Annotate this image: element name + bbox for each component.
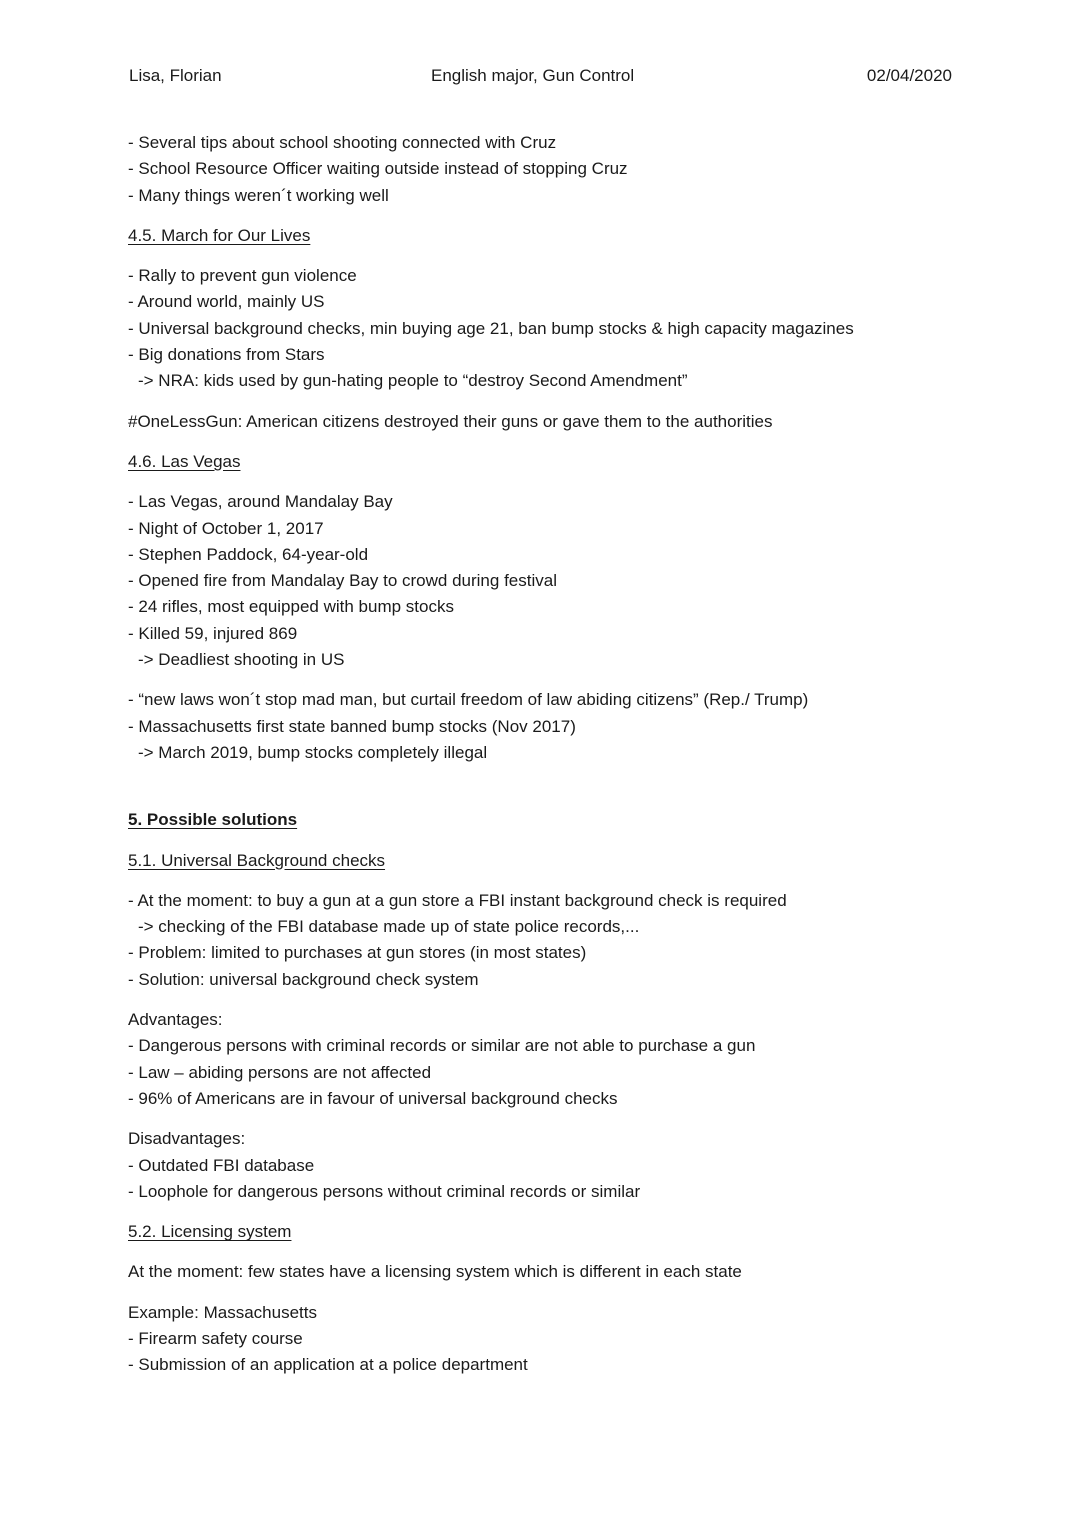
list-item: - Opened fire from Mandalay Bay to crowd during festival [128,571,557,591]
section-heading-possible-solutions: 5. Possible solutions [128,810,298,830]
march-points [128,263,948,394]
nra-note: -> NRA: kids used by gun-hating people to “destroy Second Amendment” [138,371,688,391]
list-item: - Rally to prevent gun violence [128,266,357,286]
licensing-intro: At the moment: few states have a licensing system which is different in each state [128,1262,742,1282]
list-item: - At the moment: to buy a gun at a gun store a FBI instant background check is required [128,890,787,910]
advantages-label: Advantages: [128,1010,223,1030]
list-item: - 96% of Americans are in favour of universal background checks [128,1088,618,1108]
licensing-example [128,1300,948,1379]
list-item: - Problem: limited to purchases at gun stores (in most states) [128,943,587,963]
list-item: - Law – abiding persons are not affected [128,1062,432,1082]
vegas-points [128,489,948,673]
list-item: - Big donations from Stars [128,345,325,365]
onelessgun-paragraph: #OneLessGun: American citizens destroyed their guns or gave them to the authorities [128,411,773,431]
parkland-points [128,130,948,209]
disadvantages-label: Disadvantages: [128,1129,246,1149]
list-item: - “new laws won´t stop mad man, but curtail freedom of law abiding citizens” (Rep./ Trump) [128,690,809,710]
list-item: - Night of October 1, 2017 [128,518,324,538]
list-item: - Massachusetts first state banned bump stocks (Nov 2017) [128,716,576,736]
example-label: Example: Massachusetts [128,1302,317,1322]
section-heading-march-for-our-lives: 4.5. March for Our Lives [128,225,311,245]
header-subject: English major, Gun Control [431,66,635,85]
section-heading-universal-background-checks: 5.1. Universal Background checks [128,850,386,870]
header-author: Lisa, Florian [129,66,222,85]
page-header [129,66,952,88]
disadvantages-block [128,1126,948,1205]
list-item: - Around world, mainly US [128,292,325,312]
header-date: 02/04/2020 [866,66,952,85]
deadliest-note: -> Deadliest shooting in US [138,650,345,670]
list-item: - Loophole for dangerous persons without criminal records or similar [128,1181,641,1201]
list-item: - Las Vegas, around Mandalay Bay [128,492,393,512]
list-item: - School Resource Officer waiting outside instead of stopping Cruz [128,159,628,179]
list-item: - Many things weren´t working well [128,185,389,205]
list-item: - Outdated FBI database [128,1155,315,1175]
document-body [128,130,948,1379]
advantages-block [128,1007,948,1112]
list-item: - Submission of an application at a police department [128,1355,528,1375]
march-2019-note: -> March 2019, bump stocks completely illegal [138,742,488,762]
vegas-reaction-points [128,687,948,766]
list-item: - 24 rifles, most equipped with bump stocks [128,597,454,617]
list-item: - Stephen Paddock, 64-year-old [128,544,369,564]
list-item: - Firearm safety course [128,1328,303,1348]
list-item: - Dangerous persons with criminal records or similar are not able to purchase a gun [128,1036,756,1056]
background-check-points [128,888,948,993]
list-item: -> checking of the FBI database made up of state police records,... [138,917,640,937]
list-item: - Solution: universal background check system [128,969,479,989]
section-heading-licensing-system: 5.2. Licensing system [128,1222,292,1242]
list-item: - Several tips about school shooting connected with Cruz [128,133,557,152]
list-item: - Universal background checks, min buying age 21, ban bump stocks & high capacity magazines [128,318,854,338]
section-heading-las-vegas: 4.6. Las Vegas [128,451,241,471]
list-item: - Killed 59, injured 869 [128,623,298,643]
